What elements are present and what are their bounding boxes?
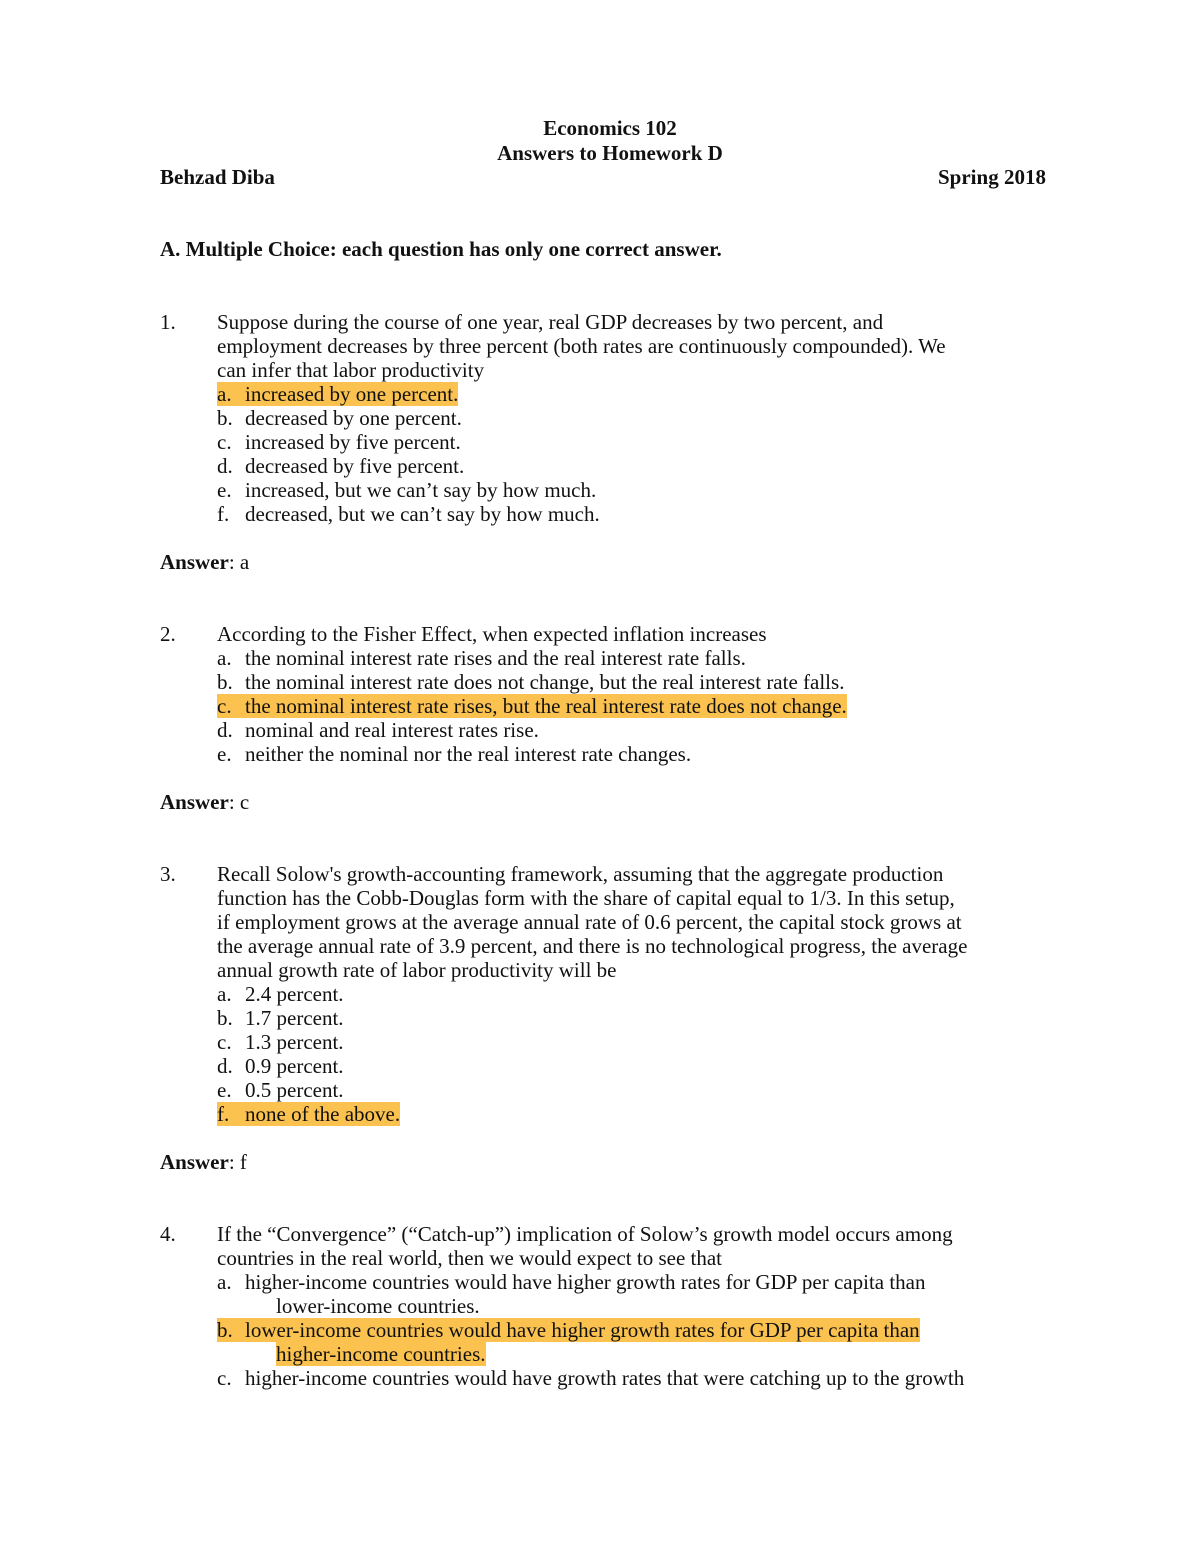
- option-f-highlighted: [217, 1102, 400, 1126]
- option-text: decreased by one percent.: [245, 406, 462, 430]
- option-letter: c.: [217, 430, 232, 454]
- option-b: [217, 406, 462, 430]
- instructor-name: Behzad Diba: [160, 165, 275, 189]
- option-d: [217, 454, 464, 478]
- option-letter: c.: [217, 694, 232, 718]
- option-text: increased, but we can’t say by how much.: [245, 478, 597, 502]
- option-text: increased by one percent.: [245, 382, 459, 406]
- option-text: 1.7 percent.: [245, 1006, 344, 1030]
- option-text: higher-income countries would have higher growth rates for GDP per capita than: [245, 1270, 926, 1294]
- option-text: nominal and real interest rates rise.: [245, 718, 539, 742]
- option-d: [217, 1054, 344, 1078]
- option-d: [217, 718, 539, 742]
- option-text: higher-income countries would have growth rates that were catching up to the growth: [245, 1366, 965, 1390]
- option-letter: b.: [217, 406, 233, 430]
- option-c-highlighted: [217, 694, 847, 718]
- option-c: [217, 1366, 964, 1390]
- option-text: neither the nominal nor the real interest rate changes.: [245, 742, 692, 766]
- question-text-line: if employment grows at the average annual rate of 0.6 percent, the capital stock grows at: [217, 910, 962, 934]
- answer-line: [160, 790, 249, 814]
- course-title: Economics 102: [543, 116, 677, 140]
- option-letter: d.: [217, 454, 233, 478]
- question-text-line: function has the Cobb-Douglas form with the share of capital equal to 1/3. In this setup,: [217, 886, 955, 910]
- option-letter: a.: [217, 1270, 232, 1294]
- option-letter: b.: [217, 1318, 233, 1342]
- option-e: [217, 742, 691, 766]
- question-text-line: can infer that labor productivity: [217, 358, 485, 382]
- answer-label: Answer: [160, 790, 229, 814]
- option-a-highlighted: [217, 382, 458, 406]
- option-text: decreased by five percent.: [245, 454, 465, 478]
- question-text-line: countries in the real world, then we would expect to see that: [217, 1246, 723, 1270]
- option-letter: e.: [217, 1078, 232, 1102]
- option-letter: c.: [217, 1030, 232, 1054]
- question-number: 3.: [160, 862, 176, 886]
- answer-line: [160, 1150, 247, 1174]
- option-letter: d.: [217, 1054, 233, 1078]
- option-letter: b.: [217, 1006, 233, 1030]
- question-text-line: employment decreases by three percent (both rates are continuously compounded). We: [217, 334, 946, 358]
- option-text: the nominal interest rate rises and the real interest rate falls.: [245, 646, 746, 670]
- answer-value: : a: [228, 550, 250, 574]
- option-letter: a.: [217, 646, 232, 670]
- option-b: [217, 670, 844, 694]
- section-heading: A. Multiple Choice: each question has only one correct answer.: [160, 237, 722, 261]
- option-letter: d.: [217, 718, 233, 742]
- answer-label: Answer: [160, 1150, 229, 1174]
- option-e: [217, 478, 596, 502]
- answer-label: Answer: [160, 550, 229, 574]
- option-letter: a.: [217, 382, 232, 406]
- question-text-line: If the “Convergence” (“Catch-up”) implication of Solow’s growth model occurs among: [217, 1222, 953, 1246]
- answer-value: : f: [228, 1150, 247, 1174]
- option-letter: e.: [217, 742, 232, 766]
- option-a: [217, 646, 746, 670]
- option-text: lower-income countries would have higher growth rates for GDP per capita than: [245, 1318, 920, 1342]
- answer-line: [160, 550, 249, 574]
- option-letter: f.: [217, 502, 230, 526]
- question-number: 1.: [160, 310, 176, 334]
- option-text: none of the above.: [245, 1102, 401, 1126]
- question-number: 4.: [160, 1222, 176, 1246]
- option-letter: a.: [217, 982, 232, 1006]
- option-b: [217, 1006, 344, 1030]
- document-title: Answers to Homework D: [497, 141, 723, 165]
- option-text: increased by five percent.: [245, 430, 461, 454]
- term-label: Spring 2018: [938, 165, 1046, 189]
- question-text-line: Recall Solow's growth-accounting framework, assuming that the aggregate production: [217, 862, 944, 886]
- option-f: [217, 502, 600, 526]
- question-text-line: the average annual rate of 3.9 percent, and there is no technological progress, the average: [217, 934, 968, 958]
- question-text-line: Suppose during the course of one year, real GDP decreases by two percent, and: [217, 310, 884, 334]
- option-a-continuation: lower-income countries.: [276, 1294, 480, 1318]
- answer-value: : c: [228, 790, 250, 814]
- option-a: [217, 982, 344, 1006]
- option-letter: e.: [217, 478, 232, 502]
- question-text-line: annual growth rate of labor productivity will be: [217, 958, 617, 982]
- option-b-highlighted: [217, 1318, 920, 1342]
- option-c: [217, 430, 461, 454]
- option-text: the nominal interest rate does not change, but the real interest rate falls.: [245, 670, 845, 694]
- option-c: [217, 1030, 344, 1054]
- option-letter: b.: [217, 670, 233, 694]
- option-a: [217, 1270, 926, 1294]
- option-e: [217, 1078, 344, 1102]
- option-text: decreased, but we can’t say by how much.: [245, 502, 600, 526]
- option-letter: f.: [217, 1102, 230, 1126]
- option-b-continuation-highlighted: higher-income countries.: [276, 1342, 486, 1366]
- option-text: the nominal interest rate rises, but the real interest rate does not change.: [245, 694, 847, 718]
- option-text: 1.3 percent.: [245, 1030, 344, 1054]
- question-number: 2.: [160, 622, 176, 646]
- option-text: 2.4 percent.: [245, 982, 344, 1006]
- option-text: 0.9 percent.: [245, 1054, 344, 1078]
- option-letter: c.: [217, 1366, 232, 1390]
- option-text: 0.5 percent.: [245, 1078, 344, 1102]
- question-text-line: According to the Fisher Effect, when expected inflation increases: [217, 622, 767, 646]
